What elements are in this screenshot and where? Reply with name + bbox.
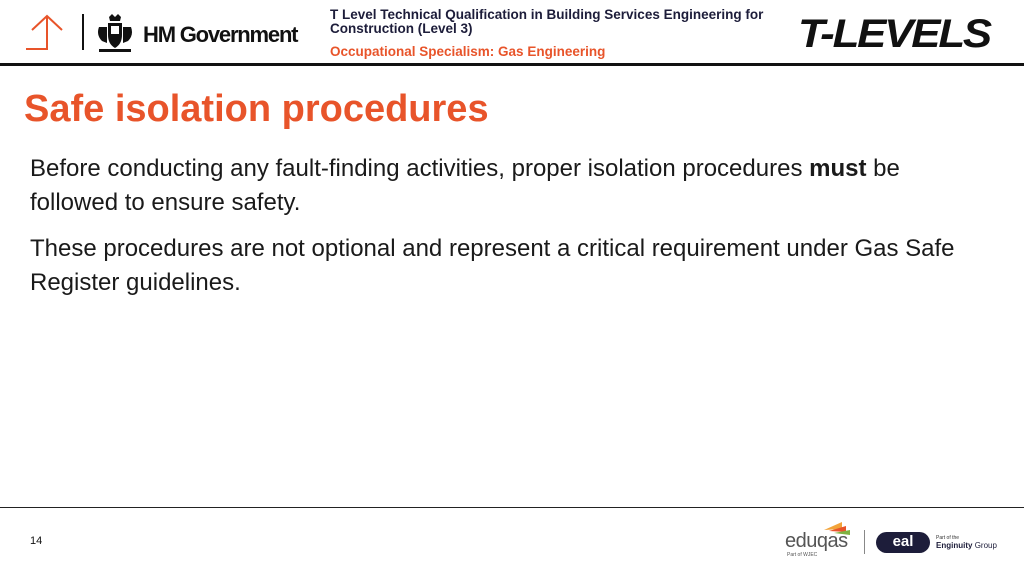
paragraph-1-text-start: Before conducting any fault-finding activities, proper isolation procedures <box>30 155 810 182</box>
t-levels-logo-text: T-LEVELS <box>798 12 993 54</box>
hm-government-logo-text: HM Government <box>143 22 298 47</box>
eduqas-logo-text: eduqas <box>785 530 848 552</box>
eal-logo: eal <box>876 532 930 553</box>
paragraph-isolation <box>30 152 980 220</box>
occupational-specialism: Occupational Specialism: Gas Engineering <box>330 44 606 59</box>
t-levels-logo <box>796 12 994 54</box>
eduqas-tagline: Part of WJEC <box>787 552 818 558</box>
emphasis-must: must <box>809 155 867 182</box>
enginuity-prefix: Part of the <box>936 535 960 541</box>
paragraph-requirements: These procedures are not optional and represent a critical requirement under Gas Safe Register guidelines. <box>30 235 955 296</box>
enginuity-group-logo <box>936 541 997 550</box>
slide-title: Safe isolation procedures <box>24 88 489 130</box>
paragraph-1-text-end: be followed to ensure safety. <box>30 155 900 216</box>
logo-divider <box>82 14 84 50</box>
qualification-title: T Level Technical Qualification in Building Services Engineering for Construction (Level 3) <box>330 7 764 36</box>
slide-body <box>30 152 980 312</box>
footer-divider <box>0 507 1024 508</box>
royal-crest-icon <box>93 13 137 53</box>
slide-header <box>0 0 1024 64</box>
page-number: 14 <box>30 535 43 547</box>
footer-logo-divider <box>864 530 865 554</box>
header-divider <box>0 63 1024 66</box>
enginuity-suffix: Group <box>974 541 997 550</box>
upward-arrow-logo-icon <box>24 12 70 52</box>
enginuity-name: Enginuity <box>936 541 973 550</box>
